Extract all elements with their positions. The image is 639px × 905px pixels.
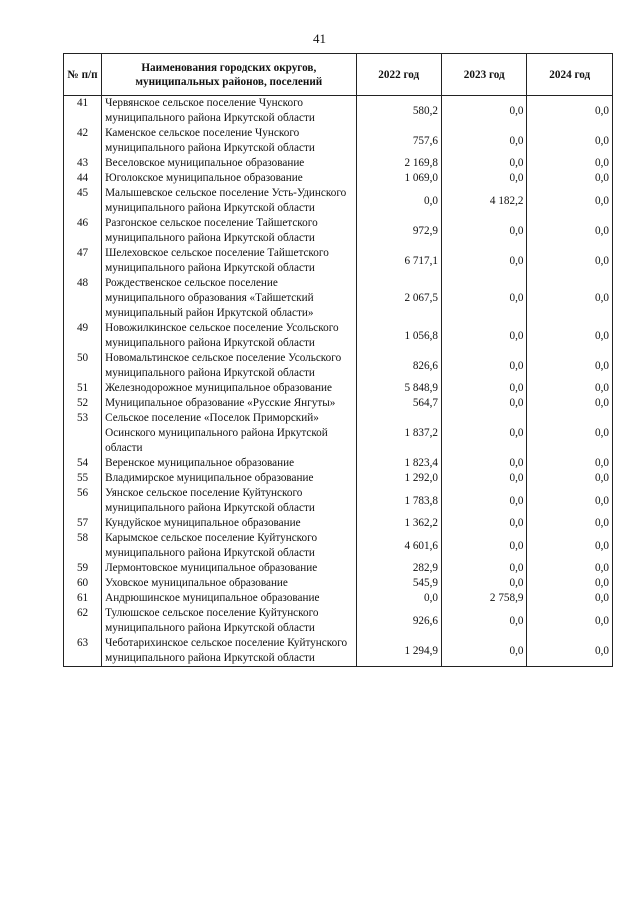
row-number: 57: [64, 516, 102, 531]
table-row: [64, 636, 613, 667]
row-value-2023: 0,0: [442, 471, 527, 486]
row-value-2024: 0,0: [527, 186, 613, 216]
row-value-2024: 0,0: [527, 561, 613, 576]
row-value-2023: 0,0: [442, 561, 527, 576]
row-value-2024: 0,0: [527, 96, 613, 127]
table-row: [64, 186, 613, 216]
row-value-2022: 972,9: [356, 216, 441, 246]
row-number: 42: [64, 126, 102, 156]
row-value-2024: 0,0: [527, 606, 613, 636]
row-value-2022: 2 169,8: [356, 156, 441, 171]
row-value-2023: 0,0: [442, 576, 527, 591]
table-row: [64, 396, 613, 411]
row-value-2022: 757,6: [356, 126, 441, 156]
row-value-2022: 1 362,2: [356, 516, 441, 531]
row-name: Юголокское муниципальное образование: [102, 171, 356, 186]
row-name: Сельское поселение «Поселок Приморский» Осинского муниципального района Иркутской области: [102, 411, 356, 456]
row-value-2024: 0,0: [527, 486, 613, 516]
row-value-2022: 0,0: [356, 186, 441, 216]
row-value-2024: 0,0: [527, 171, 613, 186]
row-value-2022: 1 056,8: [356, 321, 441, 351]
table-row: [64, 456, 613, 471]
table-row: [64, 606, 613, 636]
row-name: Новожилкинское сельское поселение Усольского муниципального района Иркутской области: [102, 321, 356, 351]
table-row: [64, 561, 613, 576]
row-value-2023: 0,0: [442, 321, 527, 351]
row-number: 49: [64, 321, 102, 351]
table-row: [64, 411, 613, 456]
row-value-2022: 1 294,9: [356, 636, 441, 667]
row-number: 63: [64, 636, 102, 667]
row-number: 59: [64, 561, 102, 576]
row-value-2024: 0,0: [527, 216, 613, 246]
row-value-2024: 0,0: [527, 591, 613, 606]
row-value-2024: 0,0: [527, 381, 613, 396]
row-name: Веренское муниципальное образование: [102, 456, 356, 471]
row-name: Владимирское муниципальное образование: [102, 471, 356, 486]
row-number: 52: [64, 396, 102, 411]
row-number: 54: [64, 456, 102, 471]
header-2024: 2024 год: [527, 54, 613, 96]
row-number: 62: [64, 606, 102, 636]
row-name: Новомальтинское сельское поселение Усольского муниципального района Иркутской области: [102, 351, 356, 381]
row-value-2024: 0,0: [527, 531, 613, 561]
row-value-2023: 0,0: [442, 171, 527, 186]
row-value-2024: 0,0: [527, 246, 613, 276]
row-number: 58: [64, 531, 102, 561]
row-number: 61: [64, 591, 102, 606]
row-value-2024: 0,0: [527, 456, 613, 471]
row-number: 55: [64, 471, 102, 486]
row-name: Андрюшинское муниципальное образование: [102, 591, 356, 606]
row-value-2023: 2 758,9: [442, 591, 527, 606]
row-value-2023: 0,0: [442, 381, 527, 396]
table-row: [64, 591, 613, 606]
row-value-2024: 0,0: [527, 351, 613, 381]
table-header-row: [64, 54, 613, 96]
row-value-2023: 0,0: [442, 606, 527, 636]
row-value-2022: 545,9: [356, 576, 441, 591]
table-row: [64, 351, 613, 381]
header-2023: 2023 год: [442, 54, 527, 96]
row-value-2024: 0,0: [527, 156, 613, 171]
row-name: Веселовское муниципальное образование: [102, 156, 356, 171]
row-value-2022: 282,9: [356, 561, 441, 576]
row-value-2023: 0,0: [442, 216, 527, 246]
table-row: [64, 216, 613, 246]
row-number: 50: [64, 351, 102, 381]
row-value-2022: 6 717,1: [356, 246, 441, 276]
row-number: 51: [64, 381, 102, 396]
row-value-2024: 0,0: [527, 396, 613, 411]
table-body: [64, 96, 613, 667]
row-value-2022: 1 823,4: [356, 456, 441, 471]
row-value-2023: 0,0: [442, 411, 527, 456]
row-name: Тулюшское сельское поселение Куйтунского муниципального района Иркутской области: [102, 606, 356, 636]
row-name: Чеботарихинское сельское поселение Куйтунского муниципального района Иркутской области: [102, 636, 356, 667]
row-name: Муниципальное образование «Русские Янгуты»: [102, 396, 356, 411]
row-number: 45: [64, 186, 102, 216]
table-row: [64, 321, 613, 351]
row-value-2024: 0,0: [527, 636, 613, 667]
row-name: Разгонское сельское поселение Тайшетского муниципального района Иркутской области: [102, 216, 356, 246]
table-row: [64, 516, 613, 531]
row-value-2023: 0,0: [442, 156, 527, 171]
row-value-2023: 0,0: [442, 276, 527, 321]
header-name: Наименования городских округов, муниципальных районов, поселений: [102, 54, 356, 96]
header-num: № п/п: [64, 54, 102, 96]
row-value-2022: 1 292,0: [356, 471, 441, 486]
row-name: Шелеховское сельское поселение Тайшетского муниципального района Иркутской области: [102, 246, 356, 276]
row-number: 44: [64, 171, 102, 186]
page-number: 41: [313, 31, 326, 46]
row-number: 47: [64, 246, 102, 276]
row-value-2022: 826,6: [356, 351, 441, 381]
row-name: Железнодорожное муниципальное образование: [102, 381, 356, 396]
row-value-2024: 0,0: [527, 411, 613, 456]
table-row: [64, 276, 613, 321]
row-value-2022: 580,2: [356, 96, 441, 127]
row-value-2024: 0,0: [527, 471, 613, 486]
row-number: 41: [64, 96, 102, 127]
table-row: [64, 126, 613, 156]
row-value-2023: 0,0: [442, 96, 527, 127]
row-name: Уянское сельское поселение Куйтунского муниципального района Иркутской области: [102, 486, 356, 516]
row-name: Уховское муниципальное образование: [102, 576, 356, 591]
row-value-2022: 5 848,9: [356, 381, 441, 396]
table-row: [64, 96, 613, 127]
table-row: [64, 486, 613, 516]
row-name: Лермонтовское муниципальное образование: [102, 561, 356, 576]
row-value-2024: 0,0: [527, 126, 613, 156]
table-row: [64, 156, 613, 171]
row-value-2022: 1 837,2: [356, 411, 441, 456]
row-value-2024: 0,0: [527, 576, 613, 591]
table-row: [64, 246, 613, 276]
row-value-2023: 0,0: [442, 531, 527, 561]
table-row: [64, 381, 613, 396]
row-number: 53: [64, 411, 102, 456]
row-value-2022: 1 069,0: [356, 171, 441, 186]
row-value-2024: 0,0: [527, 276, 613, 321]
row-number: 46: [64, 216, 102, 246]
row-number: 43: [64, 156, 102, 171]
row-name: Червянское сельское поселение Чунского муниципального района Иркутской области: [102, 96, 356, 127]
row-number: 56: [64, 486, 102, 516]
row-value-2023: 0,0: [442, 486, 527, 516]
row-value-2023: 0,0: [442, 126, 527, 156]
row-value-2022: 564,7: [356, 396, 441, 411]
row-value-2023: 4 182,2: [442, 186, 527, 216]
row-value-2022: 2 067,5: [356, 276, 441, 321]
row-name: Карымское сельское поселение Куйтунского муниципального района Иркутской области: [102, 531, 356, 561]
row-value-2023: 0,0: [442, 516, 527, 531]
row-value-2023: 0,0: [442, 396, 527, 411]
table-row: [64, 576, 613, 591]
row-value-2023: 0,0: [442, 456, 527, 471]
row-name: Рождественское сельское поселение муниципального образования «Тайшетский муниципальный район Иркутской области»: [102, 276, 356, 321]
appropriations-table: [63, 53, 613, 667]
row-value-2024: 0,0: [527, 516, 613, 531]
row-value-2023: 0,0: [442, 636, 527, 667]
row-name: Каменское сельское поселение Чунского муниципального района Иркутской области: [102, 126, 356, 156]
row-value-2023: 0,0: [442, 351, 527, 381]
row-name: Кундуйское муниципальное образование: [102, 516, 356, 531]
row-value-2023: 0,0: [442, 246, 527, 276]
table-row: [64, 471, 613, 486]
row-name: Малышевское сельское поселение Усть-Удинского муниципального района Иркутской области: [102, 186, 356, 216]
row-value-2022: 1 783,8: [356, 486, 441, 516]
row-number: 48: [64, 276, 102, 321]
row-number: 60: [64, 576, 102, 591]
row-value-2022: 0,0: [356, 591, 441, 606]
row-value-2024: 0,0: [527, 321, 613, 351]
row-value-2022: 4 601,6: [356, 531, 441, 561]
row-value-2022: 926,6: [356, 606, 441, 636]
table-row: [64, 531, 613, 561]
header-2022: 2022 год: [356, 54, 441, 96]
table-row: [64, 171, 613, 186]
